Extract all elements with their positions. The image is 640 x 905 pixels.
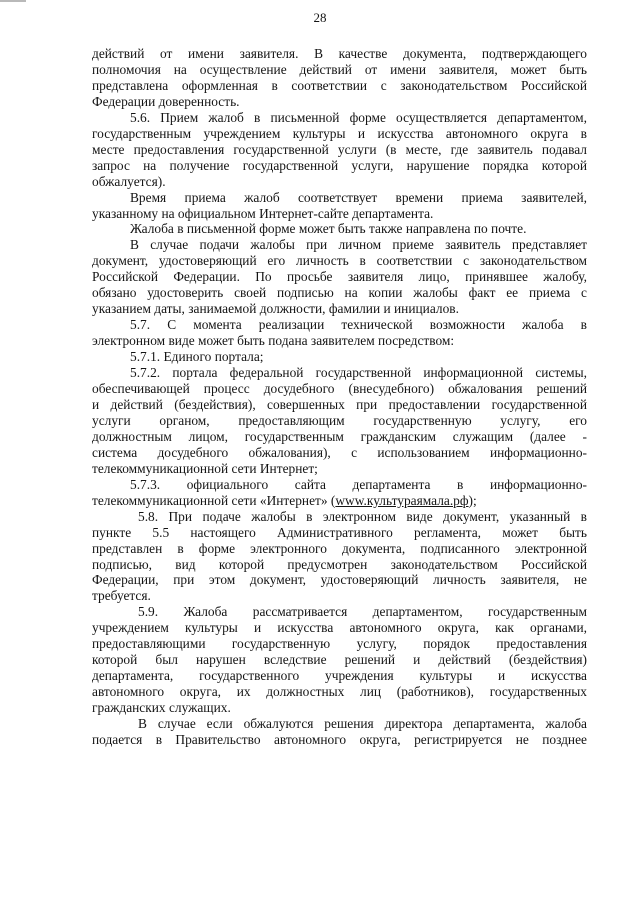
text-line: Федерации доверенность. (92, 93, 240, 109)
text-line: Время приема жалоб соответствует времени приема заявителей, (130, 189, 587, 205)
text-line: должностным лицом, государственным гражданским служащим (далее - (92, 428, 587, 444)
text-line: подается в Правительство автономного округа, регистрируется не позднее (92, 731, 587, 747)
text-line: полномочия на осуществление действий от имени заявителя, может быть (92, 61, 587, 77)
text-line: электронном виде может быть подана заявителем посредством: (92, 333, 455, 349)
text-line: Жалоба в письменной форме может быть также направлена по почте. (130, 221, 527, 237)
text-line: предоставляющими государственную услугу, порядок предоставления (92, 636, 587, 652)
text-line: пункте 5.5 настоящего Административного регламента, может быть (92, 524, 587, 540)
text-line: 5.9. Жалоба рассматривается департаментом, государственным (138, 604, 587, 620)
paragraph-5-7 (92, 317, 587, 349)
text-line: месте предоставления государственной услуги (в месте, где заявитель подавал (92, 141, 587, 157)
text-line: указанием даты, занимаемой должности, фамилии и инициалов. (92, 301, 459, 317)
text-line: документ, удостоверяющий его личность в соответствии с законодательством (92, 253, 587, 269)
paragraph-poa-continuation (92, 46, 587, 110)
paragraph-5-7-2 (92, 365, 587, 477)
paragraph-personal-reception (92, 237, 587, 317)
text-line: обязано удостоверить своей подписью на копии жалобы факт ее приема с (92, 285, 587, 301)
paragraph-5-9 (92, 604, 587, 716)
text-line: Российской Федерации. По просьбе заявителя лицо, принявшее жалобу, (92, 269, 587, 285)
scan-corner-mark (0, 0, 26, 2)
text-line: подписью, вид которой предусмотрен законодательством Российской (92, 556, 587, 572)
text-line: услуги органом, предоставляющим государственную услугу, его (92, 412, 587, 428)
paragraph-5-7-1 (92, 349, 587, 365)
text-line: Федерации, при этом документ, удостоверяющий личность заявителя, не (92, 572, 587, 588)
text-line: действий от имени заявителя. В качестве документа, подтверждающего (92, 46, 587, 61)
text-line: система досудебного обжалования), с использованием информационно- (92, 444, 587, 460)
text-line: 5.7.3. официального сайта департамента в информационно- (130, 476, 587, 492)
text-fragment: ); (468, 492, 477, 508)
text-line: запрос на получение государственной услуги, нарушение порядка которой (92, 157, 587, 173)
text-line: представлен в форме электронного документа, подписанного электронной (92, 540, 587, 556)
page-text (92, 46, 587, 748)
text-line: 5.7.2. портала федеральной государственной информационной системы, (130, 365, 587, 381)
paragraph-by-mail (92, 221, 587, 237)
text-line: В случае если обжалуются решения директора департамента, жалоба (138, 716, 587, 732)
text-line: 5.8. При подаче жалобы в электронном виде документ, указанный в (138, 508, 587, 524)
text-line: и действий (бездействия), совершенных при предоставлении государственной (92, 396, 587, 412)
text-line: которой был нарушен вследствие решений и действий (бездействия) (92, 652, 587, 668)
department-website-link[interactable]: www.культураямала.рф (335, 492, 469, 508)
text-line: указанному на официальном Интернет-сайте департамента. (92, 205, 434, 221)
text-line (92, 493, 587, 509)
text-fragment: телекоммуникационной сети «Интернет» ( (92, 492, 336, 508)
text-line: 5.6. Прием жалоб в письменной форме осуществляется департаментом, (130, 109, 587, 125)
text-line: обжалуется). (92, 173, 166, 189)
paragraph-director-decisions (92, 716, 587, 748)
text-line: учреждением культуры и искусства автономного округа, как органами, (92, 620, 587, 636)
paragraph-5-8 (92, 509, 587, 605)
text-line: автономного округа, их должностных лиц (работников), государственных (92, 684, 587, 700)
text-line: требуется. (92, 588, 151, 604)
page-number: 28 (313, 10, 327, 25)
paragraph-5-7-3 (92, 477, 587, 509)
text-line: представлена оформленная в соответствии с законодательством Российской (92, 77, 587, 93)
text-line: 5.7.1. Единого портала; (130, 349, 264, 365)
text-line: государственным учреждением культуры и искусства автономного округа в (92, 125, 587, 141)
text-line: В случае подачи жалобы при личном приеме заявитель представляет (130, 237, 587, 253)
paragraph-5-6 (92, 110, 587, 190)
text-line: 5.7. С момента реализации технической возможности жалоба в (130, 317, 587, 333)
text-line: гражданских служащих. (92, 700, 231, 716)
text-line: обеспечивающей процесс досудебного (внесудебного) обжалования решений (92, 381, 587, 397)
text-line: телекоммуникационной сети Интернет; (92, 460, 318, 476)
paragraph-reception-time (92, 190, 587, 222)
text-line: департамента, государственного учреждения культуры и искусства (92, 668, 587, 684)
